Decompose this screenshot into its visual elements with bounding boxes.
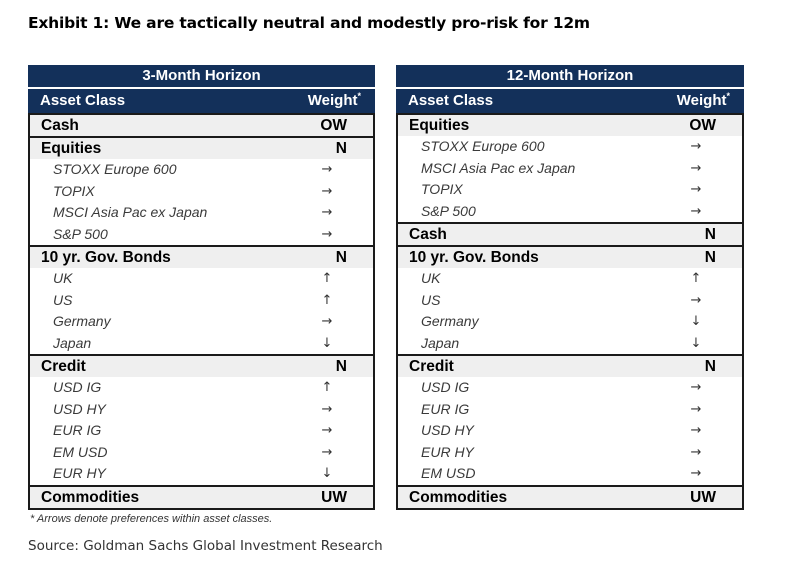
- preference-arrow-icon: ↑: [321, 271, 333, 286]
- asset-class-header: Asset Class: [408, 92, 494, 109]
- asset-class-label: Credit: [409, 358, 454, 375]
- weight-value: N: [704, 226, 716, 243]
- weight-value: N: [335, 140, 347, 157]
- asset-class-label: 10 yr. Gov. Bonds: [41, 249, 171, 266]
- preference-arrow-icon: →: [690, 139, 702, 154]
- asset-class-label: Cash: [409, 226, 447, 243]
- asset-class-label: Commodities: [409, 488, 508, 506]
- sub-asset-label: STOXX Europe 600: [421, 138, 545, 154]
- sub-asset-label: UK: [53, 270, 73, 286]
- asset-class-row: [398, 356, 742, 377]
- sub-asset-label: STOXX Europe 600: [53, 161, 177, 177]
- asset-section: [28, 113, 375, 138]
- preference-arrow-icon: →: [321, 162, 333, 177]
- sub-asset-row: [398, 201, 742, 223]
- sub-asset-row: [398, 136, 742, 158]
- source-note: Source: Goldman Sachs Global Investment Research: [28, 538, 383, 554]
- horizon-header: 3-Month Horizon: [28, 65, 375, 87]
- sub-asset-row: [30, 311, 373, 333]
- sub-asset-label: TOPIX: [53, 182, 95, 199]
- sub-asset-row: [30, 463, 373, 485]
- asset-section: [396, 224, 744, 247]
- sub-asset-label: EM USD: [421, 465, 476, 481]
- sub-asset-label: MSCI Asia Pac ex Japan: [421, 159, 576, 176]
- horizon-header: 12-Month Horizon: [396, 65, 744, 87]
- sub-asset-label: US: [421, 291, 441, 308]
- sub-asset-row: [30, 268, 373, 290]
- preference-arrow-icon: ↓: [321, 335, 333, 351]
- asset-class-label: Commodities: [41, 488, 140, 506]
- preference-arrow-icon: →: [690, 423, 702, 438]
- sub-asset-label: EUR HY: [53, 465, 106, 481]
- asset-section: [28, 138, 375, 247]
- sub-asset-label: EUR IG: [421, 400, 470, 417]
- preference-arrow-icon: →: [690, 380, 702, 395]
- asset-class-row: [30, 247, 373, 268]
- preference-arrow-icon: →: [690, 182, 702, 197]
- weight-value: N: [335, 249, 347, 266]
- asset-class-row: [30, 356, 373, 377]
- sub-asset-row: [30, 399, 373, 421]
- asset-class-label: Cash: [41, 117, 79, 134]
- sub-asset-label: Germany: [53, 313, 111, 329]
- asset-section: [28, 487, 375, 510]
- weight-header: Weight*: [676, 91, 730, 109]
- asset-class-row: [398, 247, 742, 268]
- sub-asset-label: Japan: [421, 334, 460, 351]
- column-header-row: [28, 89, 375, 113]
- sub-asset-row: [30, 202, 373, 224]
- weight-value: UW: [690, 488, 716, 506]
- preference-arrow-icon: →: [690, 401, 702, 417]
- sub-asset-row: [398, 333, 742, 355]
- weight-value: N: [704, 358, 716, 375]
- weight-value: N: [704, 249, 716, 266]
- sub-asset-row: [398, 311, 742, 333]
- sub-asset-row: [398, 290, 742, 312]
- preference-arrow-icon: →: [321, 444, 333, 460]
- sub-asset-row: [30, 224, 373, 246]
- preference-arrow-icon: →: [321, 226, 333, 242]
- sub-asset-row: [30, 442, 373, 464]
- preference-arrow-icon: ↓: [690, 335, 702, 351]
- table-body: [396, 113, 744, 510]
- preference-arrow-icon: →: [321, 423, 333, 438]
- asset-class-row: [398, 115, 742, 136]
- asset-section: [396, 487, 744, 510]
- preference-arrow-icon: →: [690, 444, 702, 460]
- preference-arrow-icon: ↑: [321, 380, 333, 395]
- exhibit-title: Exhibit 1: We are tactically neutral and modestly pro-risk for 12m: [28, 14, 590, 32]
- weight-value: N: [335, 358, 347, 375]
- weight-header: Weight*: [307, 91, 361, 109]
- sub-asset-label: EUR HY: [421, 443, 474, 460]
- sub-asset-label: S&P 500: [421, 202, 476, 219]
- sub-asset-row: [30, 181, 373, 203]
- sub-asset-row: [30, 290, 373, 312]
- sub-asset-row: [30, 420, 373, 442]
- preference-arrow-icon: ↓: [321, 466, 333, 481]
- preference-arrow-icon: →: [690, 466, 702, 481]
- weight-value: UW: [321, 488, 347, 506]
- asset-section: [396, 356, 744, 487]
- preference-arrow-icon: ↑: [321, 292, 333, 308]
- column-header-row: [396, 89, 744, 113]
- sub-asset-row: [398, 442, 742, 464]
- asset-class-label: Equities: [41, 140, 102, 157]
- asset-class-header: Asset Class: [40, 92, 126, 109]
- preference-arrow-icon: →: [321, 205, 333, 220]
- footnote: * Arrows denote preferences within asset classes.: [30, 513, 273, 525]
- preference-arrow-icon: →: [321, 314, 333, 329]
- sub-asset-label: EUR IG: [53, 422, 102, 438]
- preference-arrow-icon: →: [690, 203, 702, 219]
- sub-asset-label: USD IG: [421, 379, 470, 395]
- asset-class-row: [30, 138, 373, 159]
- preference-arrow-icon: →: [321, 401, 333, 417]
- sub-asset-row: [398, 420, 742, 442]
- asset-section: [396, 247, 744, 356]
- sub-asset-label: USD IG: [53, 379, 102, 395]
- asset-class-label: Credit: [41, 358, 86, 375]
- sub-asset-label: S&P 500: [53, 225, 108, 242]
- sub-asset-row: [398, 463, 742, 485]
- sub-asset-row: [30, 377, 373, 399]
- asset-section: [28, 356, 375, 487]
- sub-asset-row: [398, 158, 742, 180]
- asset-section: [28, 247, 375, 356]
- sub-asset-label: TOPIX: [421, 181, 463, 197]
- preference-arrow-icon: →: [690, 160, 702, 176]
- table-body: [28, 113, 375, 510]
- sub-asset-label: USD HY: [421, 422, 474, 438]
- table-12-month: [396, 65, 744, 510]
- preference-arrow-icon: →: [321, 183, 333, 199]
- weight-value: OW: [689, 117, 716, 134]
- sub-asset-row: [398, 399, 742, 421]
- table-3-month: [28, 65, 375, 510]
- preference-arrow-icon: ↑: [690, 271, 702, 286]
- sub-asset-label: USD HY: [53, 400, 106, 417]
- sub-asset-row: [398, 268, 742, 290]
- sub-asset-row: [398, 179, 742, 201]
- asset-class-label: 10 yr. Gov. Bonds: [409, 249, 539, 266]
- asset-class-row: [30, 115, 373, 136]
- sub-asset-label: MSCI Asia Pac ex Japan: [53, 204, 208, 220]
- sub-asset-row: [398, 377, 742, 399]
- preference-arrow-icon: ↓: [690, 314, 702, 329]
- asset-class-row: [30, 487, 373, 508]
- sub-asset-label: US: [53, 291, 73, 308]
- asset-class-label: Equities: [409, 117, 470, 134]
- weight-value: OW: [320, 117, 347, 134]
- sub-asset-label: EM USD: [53, 443, 108, 460]
- sub-asset-row: [30, 333, 373, 355]
- preference-arrow-icon: →: [690, 292, 702, 308]
- sub-asset-label: UK: [421, 270, 441, 286]
- asset-section: [396, 113, 744, 224]
- asset-class-row: [398, 487, 742, 508]
- sub-asset-row: [30, 159, 373, 181]
- sub-asset-label: Japan: [53, 334, 92, 351]
- asset-class-row: [398, 224, 742, 245]
- sub-asset-label: Germany: [421, 313, 479, 329]
